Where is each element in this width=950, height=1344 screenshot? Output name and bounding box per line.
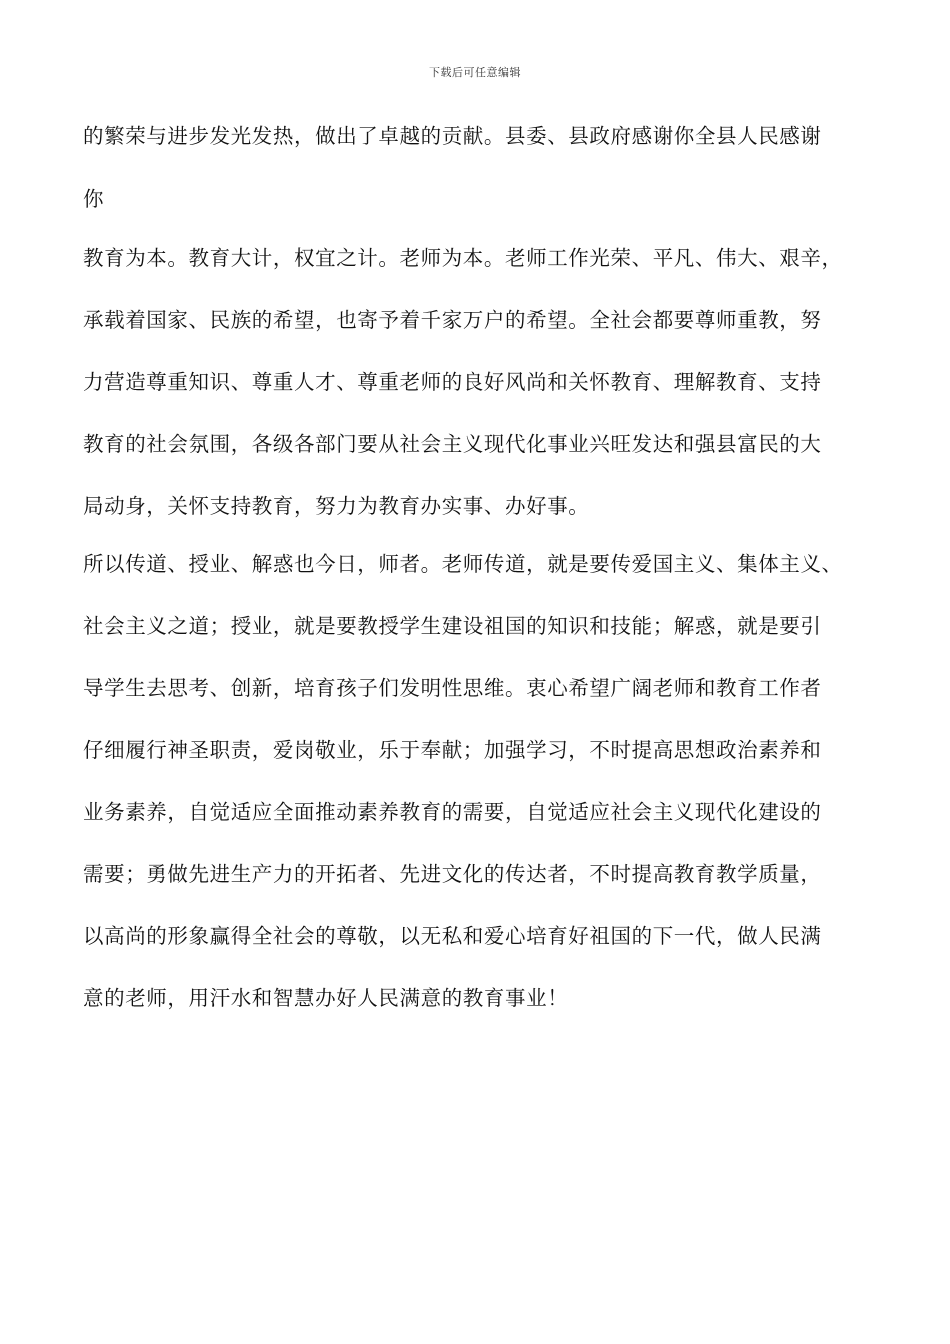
body-line: 社会主义之道；授业，就是要教授学生建设祖国的知识和技能；解惑，就是要引 [83, 614, 822, 638]
body-line: 导学生去思考、创新，培育孩子们发明性思维。衷心希望广阔老师和教育工作者 [83, 676, 822, 700]
body-line: 意的老师，用汗水和智慧办好人民满意的教育事业！ [83, 986, 569, 1010]
body-line: 教育的社会氛围，各级各部门要从社会主义现代化事业兴旺发达和强县富民的大 [83, 432, 822, 456]
body-line: 力营造尊重知识、尊重人才、尊重老师的良好风尚和关怀教育、理解教育、支持 [83, 370, 822, 394]
body-line: 的繁荣与进步发光发热，做出了卓越的贡献。县委、县政府感谢你全县人民感谢 [83, 124, 822, 148]
body-line: 以高尚的形象赢得全社会的尊敬，以无私和爱心培育好祖国的下一代，做人民满 [83, 924, 822, 948]
body-line: 你 [83, 187, 105, 211]
page-header: 下载后可任意编辑 [429, 66, 521, 79]
body-line: 业务素养，自觉适应全面推动素养教育的需要，自觉适应社会主义现代化建设的 [83, 800, 822, 824]
body-line: 需要；勇做先进生产力的开拓者、先进文化的传达者，不时提高教育教学质量， [83, 862, 822, 886]
body-line: 承载着国家、民族的希望，也寄予着千家万户的希望。全社会都要尊师重教，努 [83, 308, 822, 332]
body-line: 所以传道、授业、解惑也今日，师者。老师传道，就是要传爱国主义、集体主义、 [83, 552, 843, 576]
body-line: 仔细履行神圣职责，爱岗敬业，乐于奉献；加强学习，不时提高思想政治素养和 [83, 738, 822, 762]
body-line: 教育为本。教育大计，权宜之计。老师为本。老师工作光荣、平凡、伟大、艰辛， [83, 246, 843, 270]
body-line: 局动身，关怀支持教育，努力为教育办实事、办好事。 [83, 494, 590, 518]
